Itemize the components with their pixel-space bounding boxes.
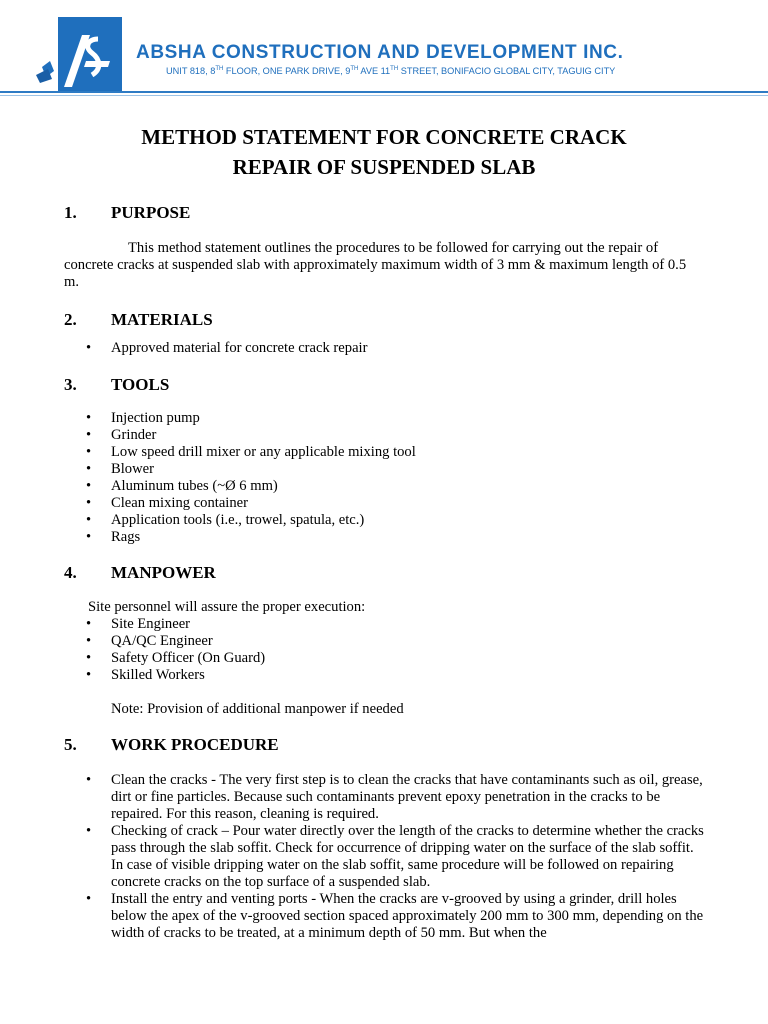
section-heading-work-procedure: 5. WORK PROCEDURE [64, 735, 279, 754]
manpower-intro: Site personnel will assure the proper execution: [88, 599, 366, 615]
list-item: • Approved material for concrete crack repair [64, 340, 704, 357]
list-item: • Install the entry and venting ports - When the cracks are v-grooved by using a grinder, drill holes below the apex of the v-grooved section spaced approximately 200 mm to 300 mm, depending on the width of cracks to be treated, at a minimum depth of 50 mm. But when the [64, 891, 704, 942]
letterhead [0, 0, 768, 100]
list-item: • Clean the cracks - The very first step is to clean the cracks that have contaminants such as oil, grease, dirt or fine particles. Because such contaminants prevent epoxy penetration in the cracks to be repaired. For this reason, cleaning is required. [64, 772, 704, 823]
list-item: • Safety Officer (On Guard) [64, 650, 704, 667]
company-name: ABSHA CONSTRUCTION AND DEVELOPMENT INC. [136, 42, 624, 63]
list-item: • QA/QC Engineer [64, 633, 704, 650]
section-heading-materials: 2. MATERIALS [64, 310, 213, 329]
section-heading-purpose: 1. PURPOSE [64, 203, 191, 222]
section-heading-tools: 3. TOOLS [64, 375, 170, 394]
list-item: • Site Engineer [64, 616, 704, 633]
list-item: • Skilled Workers [64, 667, 704, 684]
list-item: • Low speed drill mixer or any applicable mixing tool [64, 444, 704, 461]
list-item: • Injection pump [64, 410, 704, 427]
work-procedure-list [64, 772, 704, 942]
document-body [64, 122, 704, 942]
document-title: METHOD STATEMENT FOR CONCRETE CRACK REPAIR OF SUSPENDED SLAB [141, 125, 627, 179]
manpower-note: Note: Provision of additional manpower if needed [111, 701, 404, 717]
list-item: • Blower [64, 461, 704, 478]
company-address: UNIT 818, 8TH FLOOR, ONE PARK DRIVE, 9TH AVE 11TH STREET, BONIFACIO GLOBAL CITY, TAGUIG CITY [166, 66, 616, 77]
tools-list [64, 410, 704, 546]
section-heading-manpower: 4. MANPOWER [64, 563, 216, 582]
list-item: • Grinder [64, 427, 704, 444]
list-item: • Rags [64, 529, 704, 546]
purpose-text: This method statement outlines the procedures to be followed for carrying out the repair of concrete cracks at suspended slab with approximately maximum width of 3 mm & maximum length of 0.5 m. [64, 240, 687, 290]
company-logo-icon [36, 17, 122, 93]
header-rule-thin [0, 95, 768, 96]
list-item: • Application tools (i.e., trowel, spatula, etc.) [64, 512, 704, 529]
header-rule [0, 91, 768, 93]
list-item: • Aluminum tubes (~Ø 6 mm) [64, 478, 704, 495]
manpower-list [64, 616, 704, 684]
list-item: • Clean mixing container [64, 495, 704, 512]
list-item: • Checking of crack – Pour water directly over the length of the cracks to determine whether the cracks pass through the slab soffit. Check for occurrence of dripping water on the surface of the slab soffit. In case of visible dripping water on the slab soffit, same procedure will be followed on repairing concrete cracks on the top surface of a suspended slab. [64, 823, 704, 891]
materials-list [64, 340, 704, 357]
